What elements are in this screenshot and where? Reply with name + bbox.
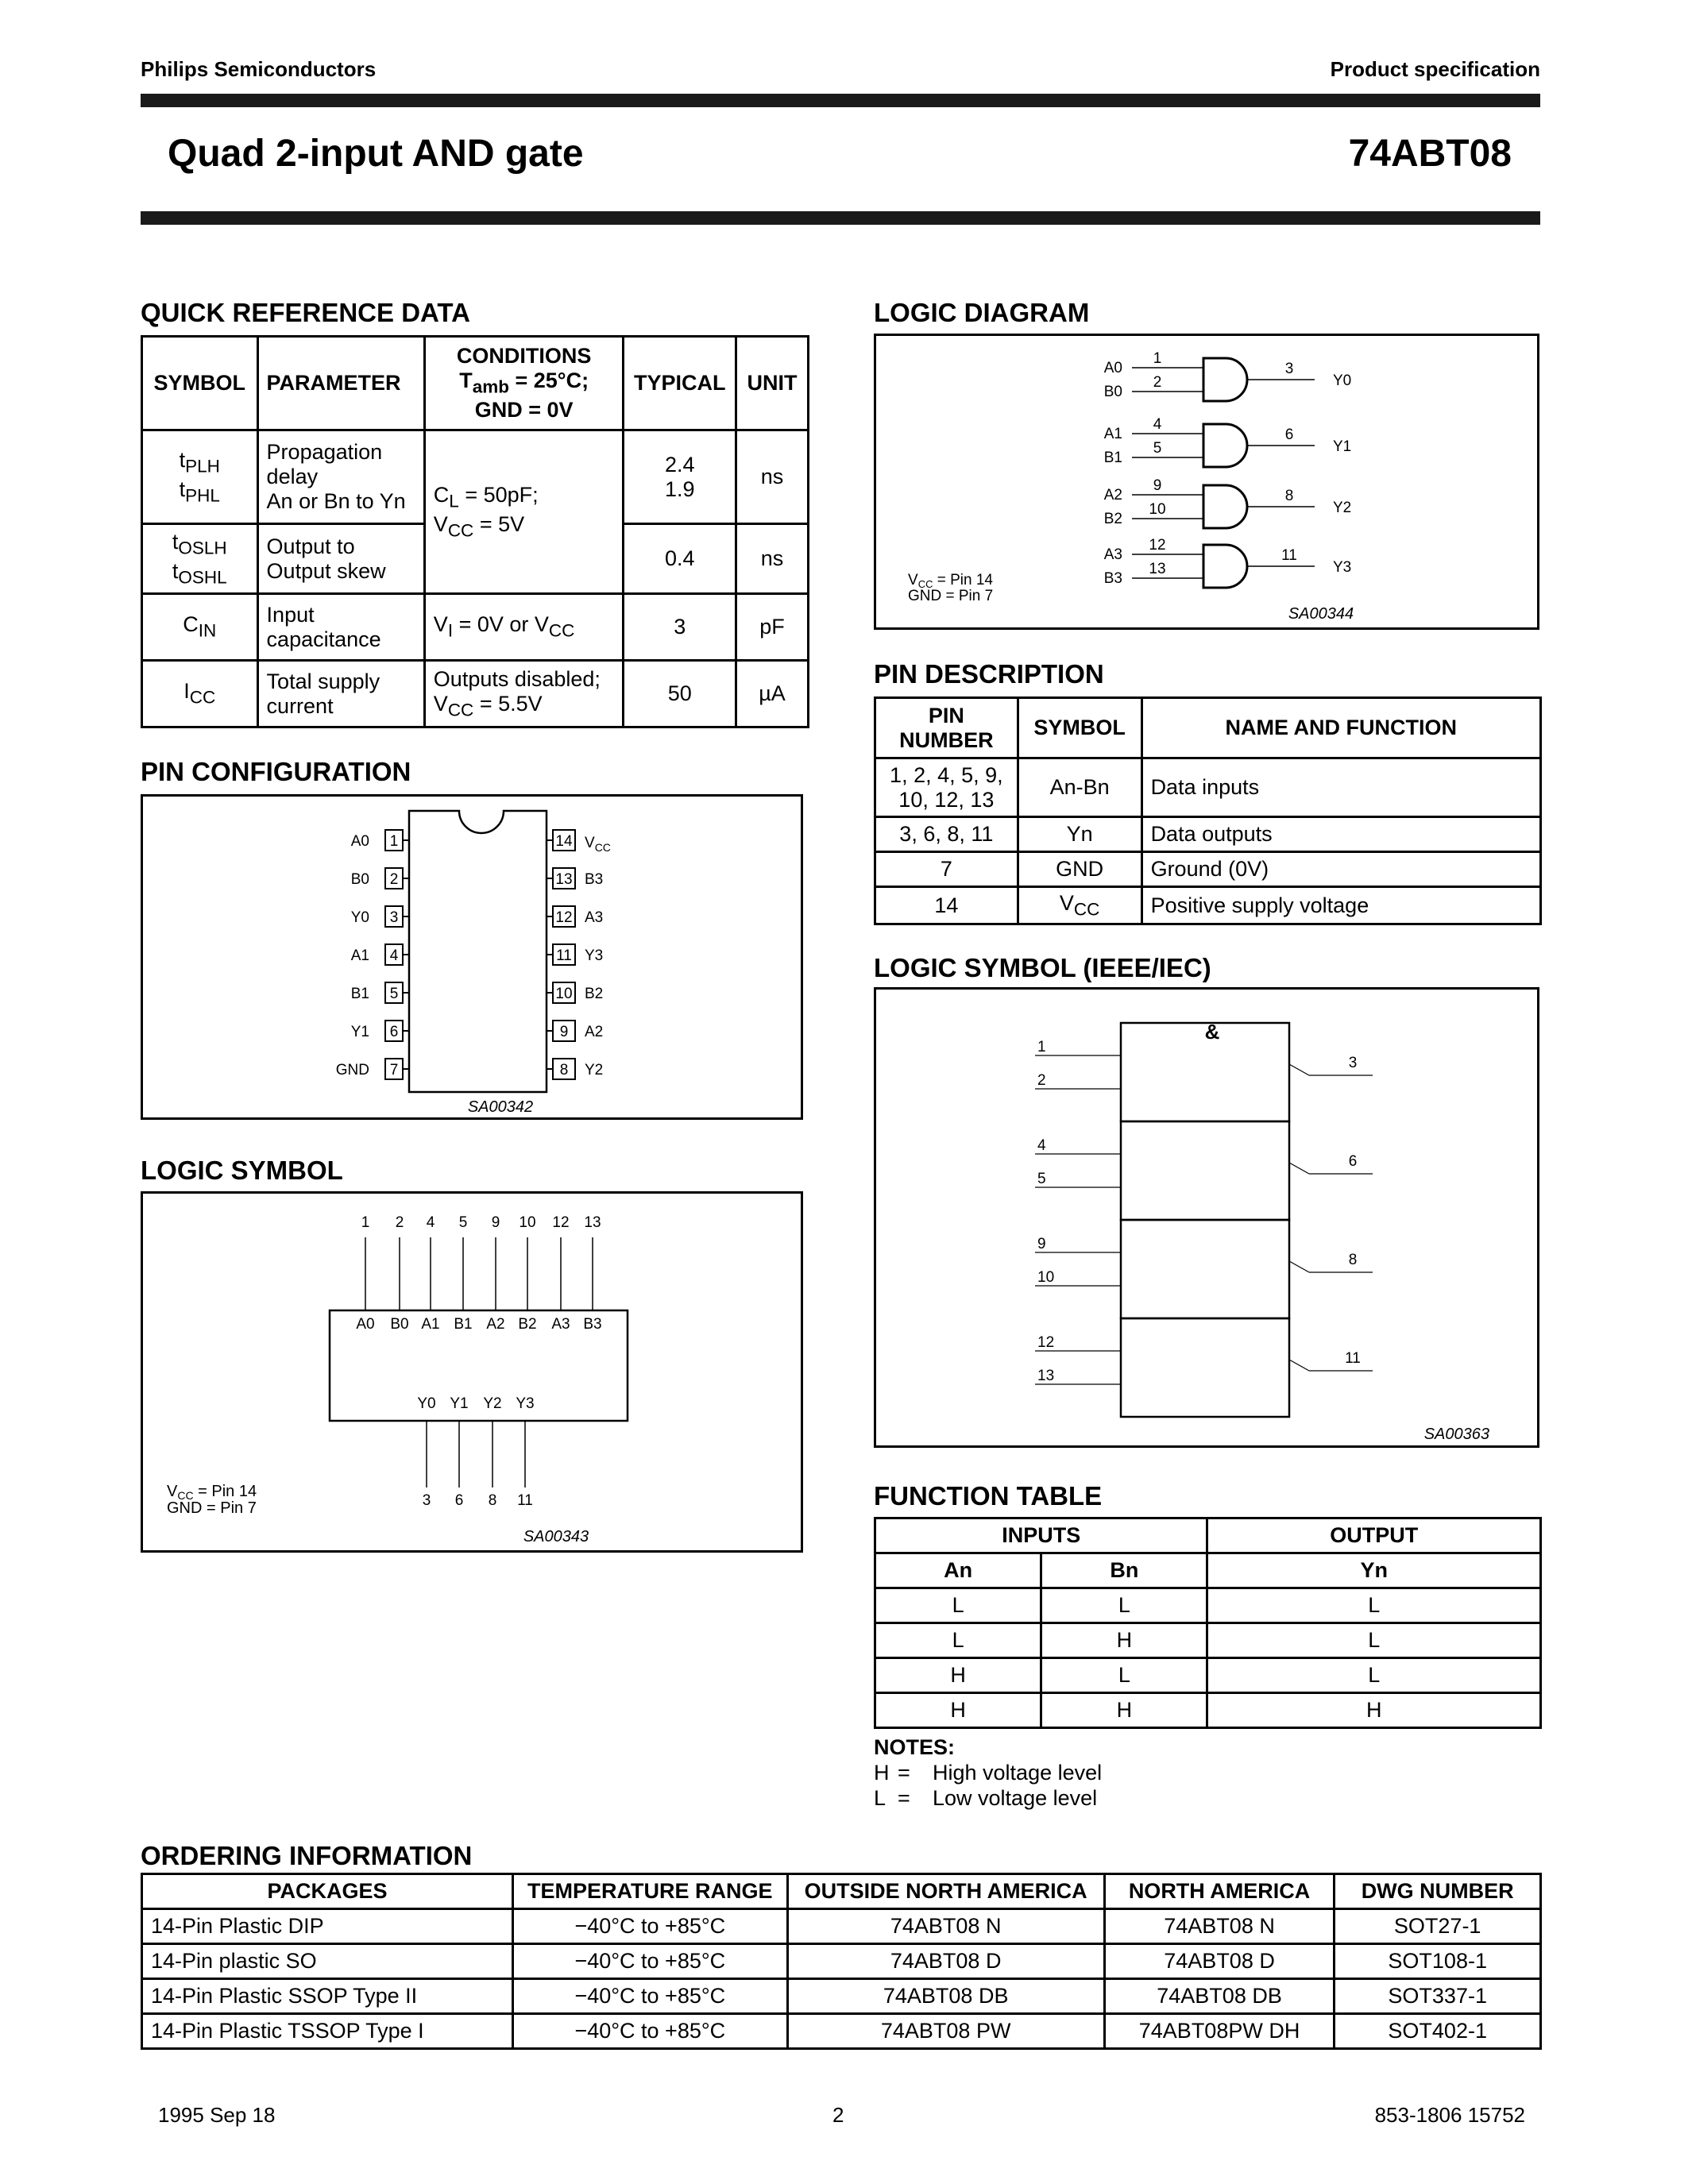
and-gate-icon <box>1203 485 1247 528</box>
pin-name: Y0 <box>350 909 369 926</box>
gate-input-name: A0 <box>1103 360 1122 376</box>
table-row <box>875 887 1541 924</box>
qrd-parameter: Input capacitance <box>257 594 424 661</box>
function-bn: L <box>1041 1658 1207 1693</box>
iec-input-number: 9 <box>1037 1236 1046 1252</box>
na-part: 74ABT08 D <box>1104 1944 1335 1979</box>
qrd-symbol: $I_{CC}$ <box>142 661 258 727</box>
section-title-logic-symbol: LOGIC SYMBOL <box>141 1156 343 1185</box>
output-pin-number: 6 <box>454 1492 464 1509</box>
output-pin-name: Y2 <box>483 1395 502 1412</box>
function-yn: L <box>1207 1623 1541 1658</box>
table-row <box>142 1979 1541 2014</box>
input-pin-name: A2 <box>486 1316 505 1333</box>
pin-number: 10 <box>555 986 573 1002</box>
dwg-number: SOT337-1 <box>1335 1979 1541 2014</box>
pin-number: 5 <box>389 986 399 1002</box>
qrd-typical: 3 <box>624 594 736 661</box>
pin-number: 14 <box>555 833 573 850</box>
company-name: Philips Semiconductors <box>141 57 377 81</box>
section-title-ordering: ORDERING INFORMATION <box>141 1841 473 1870</box>
function-header-an: An <box>875 1553 1041 1588</box>
output-pin-number: 11 <box>517 1492 533 1509</box>
output-pin-name: Y0 <box>417 1395 436 1412</box>
qrd-parameter: Propagation delay An or Bn to Yn <box>257 430 424 524</box>
header-rule <box>141 94 1540 107</box>
gate-input-name: B1 <box>1103 450 1122 466</box>
output-pin-name: Y3 <box>516 1395 535 1412</box>
gate-output-name: Y0 <box>1333 372 1352 389</box>
footer-document-code: 853-1806 15752 <box>1374 2103 1525 2127</box>
drawing-code: SA00343 <box>523 1528 589 1545</box>
input-pin-name: A3 <box>551 1316 570 1333</box>
iec-symbol-diagram <box>876 990 1537 1445</box>
pin-name: Positive supply voltage <box>1141 887 1540 924</box>
ordering-header: OUTSIDE NORTH AMERICA <box>787 1874 1104 1909</box>
gate-input-name: B2 <box>1103 511 1122 527</box>
function-table <box>874 1517 1542 1729</box>
iec-symbol-box <box>874 987 1539 1448</box>
pin-number: 9 <box>559 1024 569 1040</box>
dwg-number: SOT402-1 <box>1335 2014 1541 2049</box>
function-header-bn: Bn <box>1041 1553 1207 1588</box>
qrd-header-unit: UNIT <box>736 337 809 430</box>
temperature-range: −40°C to +85°C <box>513 1979 788 2014</box>
gate-pin-number: 11 <box>1281 547 1297 564</box>
iec-output-marker <box>1289 1163 1309 1174</box>
gate-pin-number: 13 <box>1149 561 1166 577</box>
gate-pin-number: 3 <box>1284 361 1294 377</box>
iec-gates <box>1035 1023 1373 1417</box>
section-title-logic-diagram: LOGIC DIAGRAM <box>874 298 1090 327</box>
document-type: Product specification <box>1330 57 1540 81</box>
vcc-note: $V_{CC}$ = Pin 14 <box>908 572 993 590</box>
logic-symbol-box <box>141 1191 803 1553</box>
na-part: 74ABT08 DB <box>1104 1979 1335 2014</box>
qrd-conditions: Outputs disabled; $V_{CC} = 5.5V$ <box>424 661 624 727</box>
input-pin-number: 12 <box>552 1214 570 1231</box>
iec-output-number: 3 <box>1348 1055 1358 1071</box>
input-pin-number: 10 <box>519 1214 536 1231</box>
gate-pin-number: 10 <box>1149 501 1166 518</box>
qrd-conditions: $V_I = 0V$ or $V_{CC}$ <box>424 594 624 661</box>
output-pin-number: 8 <box>488 1492 497 1509</box>
qrd-symbol: $t_{PLH}$ $t_{PHL}$ <box>142 430 258 524</box>
input-pin-number: 5 <box>458 1214 468 1231</box>
package-name: 14-Pin Plastic TSSOP Type I <box>142 2014 513 2049</box>
qrd-unit: pF <box>736 594 809 661</box>
table-row <box>875 1693 1541 1728</box>
pin-name: Ground (0V) <box>1141 852 1540 887</box>
gate-input-name: A2 <box>1103 487 1122 504</box>
page-title: Quad 2-input AND gate <box>168 133 584 175</box>
table-row <box>142 1909 1541 1944</box>
ordering-table <box>141 1873 1542 2050</box>
iec-output-number: 6 <box>1348 1153 1358 1170</box>
iec-output-marker <box>1289 1261 1309 1272</box>
footer-date: 1995 Sep 18 <box>158 2103 276 2127</box>
output-pin-name: Y1 <box>450 1395 469 1412</box>
qrd-header-symbol: SYMBOL <box>142 337 258 430</box>
qrd-unit: ns <box>736 524 809 594</box>
input-pin-name: A0 <box>356 1316 375 1333</box>
function-bn: L <box>1041 1588 1207 1623</box>
iec-input-number: 4 <box>1037 1137 1046 1154</box>
table-row <box>142 2014 1541 2049</box>
footer-page-number: 2 <box>832 2103 844 2127</box>
function-bn: H <box>1041 1623 1207 1658</box>
table-row <box>142 1944 1541 1979</box>
and-gate-icon <box>1203 545 1247 588</box>
qrd-header-typical: TYPICAL <box>624 337 736 430</box>
pin-number: 3 <box>389 909 399 926</box>
input-pin-name: B1 <box>454 1316 473 1333</box>
input-pin-number: 1 <box>361 1214 370 1231</box>
pin-number: 1 <box>389 833 399 850</box>
function-header-output: OUTPUT <box>1207 1518 1541 1553</box>
vcc-note: $V_{CC}$ = Pin 14 <box>167 1483 257 1502</box>
gate-output-name: Y2 <box>1333 500 1352 516</box>
pin-number: 13 <box>555 871 573 888</box>
ordering-header: DWG NUMBER <box>1335 1874 1541 1909</box>
pin-desc-header-number: PIN NUMBER <box>875 698 1018 758</box>
function-header-inputs: INPUTS <box>875 1518 1207 1553</box>
and-gate-icon <box>1203 424 1247 467</box>
qrd-typical: 50 <box>624 661 736 727</box>
package-name: 14-Pin Plastic SSOP Type II <box>142 1979 513 2014</box>
pin-symbol: $V_{CC}$ <box>1018 887 1141 924</box>
input-pin-number: 2 <box>395 1214 404 1231</box>
gate-input-name: A1 <box>1103 426 1122 442</box>
table-row <box>875 1588 1541 1623</box>
outside-na-part: 74ABT08 PW <box>787 2014 1104 2049</box>
iec-and-gate <box>1121 1220 1289 1318</box>
iec-input-number: 2 <box>1037 1072 1046 1089</box>
pin-name: B1 <box>350 986 369 1002</box>
iec-and-gate <box>1121 1121 1289 1220</box>
gate-output-name: Y3 <box>1333 559 1352 576</box>
table-row <box>875 1623 1541 1658</box>
iec-input-number: 5 <box>1037 1171 1046 1187</box>
iec-input-number: 1 <box>1037 1039 1046 1055</box>
table-row <box>142 430 809 524</box>
qrd-parameter: Total supply current <box>257 661 424 727</box>
pin-name: A2 <box>585 1024 604 1040</box>
na-part: 74ABT08 N <box>1104 1909 1335 1944</box>
qrd-conditions: $C_L = 50pF$; $V_{CC} = 5V$ <box>424 430 624 594</box>
iec-input-number: 12 <box>1037 1334 1055 1351</box>
pin-symbol: An-Bn <box>1018 758 1141 817</box>
outside-na-part: 74ABT08 DB <box>787 1979 1104 2014</box>
input-pin-name: B0 <box>390 1316 409 1333</box>
pin-name: B2 <box>585 986 604 1002</box>
drawing-code: SA00342 <box>467 1098 534 1116</box>
input-pin-number: 4 <box>426 1214 435 1231</box>
function-an: H <box>875 1658 1041 1693</box>
logic-diagram-gates <box>1104 350 1352 588</box>
pin-name: Y3 <box>585 947 604 964</box>
title-rule <box>141 211 1540 225</box>
gnd-note: GND = Pin 7 <box>908 588 994 604</box>
input-pin-name: B2 <box>518 1316 537 1333</box>
function-yn: L <box>1207 1658 1541 1693</box>
function-bn: H <box>1041 1693 1207 1728</box>
table-row <box>142 661 809 727</box>
pin-configuration-box <box>141 794 803 1120</box>
function-an: H <box>875 1693 1041 1728</box>
function-header-yn: Yn <box>1207 1553 1541 1588</box>
function-table-notes <box>874 1734 1102 1811</box>
iec-output-number: 8 <box>1348 1252 1358 1268</box>
section-title-pin-configuration: PIN CONFIGURATION <box>141 757 411 786</box>
section-title-logic-symbol-iec: LOGIC SYMBOL (IEEE/IEC) <box>874 953 1211 982</box>
section-title-qrd: QUICK REFERENCE DATA <box>141 298 470 327</box>
logic-symbol-outputs <box>417 1395 534 1509</box>
input-pin-number: 9 <box>491 1214 500 1231</box>
note-item: H = High voltage level <box>874 1761 1103 1785</box>
pin-number: 1, 2, 4, 5, 9, 10, 12, 13 <box>875 758 1018 817</box>
function-yn: L <box>1207 1588 1541 1623</box>
notes-title: NOTES: <box>874 1735 956 1759</box>
package-name: 14-Pin plastic SO <box>142 1944 513 1979</box>
gate-pin-number: 6 <box>1284 426 1294 443</box>
pin-number: 14 <box>875 887 1018 924</box>
na-part: 74ABT08PW DH <box>1104 2014 1335 2049</box>
pin-symbol: GND <box>1018 852 1141 887</box>
function-yn: H <box>1207 1693 1541 1728</box>
temperature-range: −40°C to +85°C <box>513 1944 788 1979</box>
table-row <box>875 817 1541 852</box>
ordering-header: TEMPERATURE RANGE <box>513 1874 788 1909</box>
pin-number: 11 <box>556 947 572 964</box>
pin-name: Data outputs <box>1141 817 1540 852</box>
section-title-function-table: FUNCTION TABLE <box>874 1481 1103 1511</box>
and-qualifier: & <box>1204 1020 1220 1044</box>
outside-na-part: 74ABT08 D <box>787 1944 1104 1979</box>
gnd-note: GND = Pin 7 <box>167 1499 257 1517</box>
ordering-header: PACKAGES <box>142 1874 513 1909</box>
and-gate-icon <box>1203 358 1247 401</box>
qrd-symbol: $C_{IN}$ <box>142 594 258 661</box>
section-title-pin-description: PIN DESCRIPTION <box>874 659 1104 689</box>
left-pins <box>336 830 409 1079</box>
table-row <box>142 594 809 661</box>
pin-description-table <box>874 696 1542 925</box>
pin-symbol: Yn <box>1018 817 1141 852</box>
right-pins <box>547 830 611 1079</box>
logic-diagram-box <box>874 334 1539 630</box>
gate-input-name: A3 <box>1103 546 1122 563</box>
outside-na-part: 74ABT08 N <box>787 1909 1104 1944</box>
qrd-typical: 0.4 <box>624 524 736 594</box>
iec-and-gate <box>1121 1318 1289 1417</box>
pin-number: 4 <box>389 947 399 964</box>
output-pin-number: 3 <box>422 1492 431 1509</box>
pin-number: 12 <box>555 909 573 926</box>
iec-input-number: 13 <box>1037 1368 1055 1384</box>
package-name: 14-Pin Plastic DIP <box>142 1909 513 1944</box>
qrd-header-parameter: PARAMETER <box>257 337 424 430</box>
gate-input-name: B0 <box>1103 384 1122 400</box>
qrd-parameter: Output to Output skew <box>257 524 424 594</box>
pin-number: 3, 6, 8, 11 <box>875 817 1018 852</box>
qrd-unit: ns <box>736 430 809 524</box>
pin-name: Y1 <box>350 1024 369 1040</box>
pin-desc-header-symbol: SYMBOL <box>1018 698 1141 758</box>
gate-pin-number: 12 <box>1149 537 1166 554</box>
pin-name: $V_{CC}$ <box>585 835 611 854</box>
iec-output-number: 11 <box>1345 1350 1361 1367</box>
pin-desc-header-name: NAME AND FUNCTION <box>1141 698 1540 758</box>
gate-pin-number: 9 <box>1153 477 1162 494</box>
pin-number: 2 <box>389 871 399 888</box>
input-pin-number: 13 <box>584 1214 601 1231</box>
iec-output-marker <box>1289 1064 1309 1075</box>
gate-pin-number: 4 <box>1153 416 1162 433</box>
pin-number: 7 <box>389 1062 399 1078</box>
pin-name-subscript: CC <box>594 841 611 854</box>
pin-name: B3 <box>585 871 604 888</box>
pin-name: GND <box>335 1062 369 1078</box>
gate-pin-number: 8 <box>1284 488 1294 504</box>
pin-number: 8 <box>559 1062 569 1078</box>
temperature-range: −40°C to +85°C <box>513 1909 788 1944</box>
temperature-range: −40°C to +85°C <box>513 2014 788 2049</box>
quick-reference-table <box>141 335 809 728</box>
pin-name: B0 <box>350 871 369 888</box>
pin-name: A1 <box>350 947 369 964</box>
drawing-code: SA00344 <box>1288 605 1354 623</box>
gate-pin-number: 1 <box>1153 350 1162 367</box>
gate-pin-number: 5 <box>1153 440 1162 457</box>
pin-name: A0 <box>350 833 369 850</box>
logic-symbol-inputs <box>356 1214 601 1333</box>
gate-pin-number: 2 <box>1153 374 1162 391</box>
qrd-typical: 2.4 1.9 <box>624 430 736 524</box>
iec-input-number: 10 <box>1037 1269 1055 1286</box>
pin-name: Data inputs <box>1141 758 1540 817</box>
input-pin-name: B3 <box>583 1316 602 1333</box>
qrd-header-conditions: CONDITIONS $T_{amb} = 25^\circ C$; GND = 0V <box>424 337 624 430</box>
function-an: L <box>875 1623 1041 1658</box>
drawing-code: SA00363 <box>1423 1426 1489 1443</box>
gate-input-name: B3 <box>1103 570 1122 587</box>
qrd-unit: µA <box>736 661 809 727</box>
logic-diagram <box>876 336 1537 627</box>
input-pin-name: A1 <box>421 1316 440 1333</box>
table-row <box>875 852 1541 887</box>
pin-configuration-diagram <box>143 797 801 1117</box>
pin-number: 7 <box>875 852 1018 887</box>
table-row <box>875 1658 1541 1693</box>
iec-output-marker <box>1289 1360 1309 1371</box>
table-row <box>875 758 1541 817</box>
qrd-symbol: $t_{OSLH}$ $t_{OSHL}$ <box>142 524 258 594</box>
note-item: L = Low voltage level <box>874 1786 1098 1810</box>
function-an: L <box>875 1588 1041 1623</box>
dip-package-body <box>409 811 547 1092</box>
part-number: 74ABT08 <box>1348 133 1512 175</box>
pin-number: 6 <box>389 1024 399 1040</box>
logic-symbol-diagram <box>143 1194 801 1550</box>
ordering-header: NORTH AMERICA <box>1104 1874 1335 1909</box>
dwg-number: SOT108-1 <box>1335 1944 1541 1979</box>
dwg-number: SOT27-1 <box>1335 1909 1541 1944</box>
pin-name: Y2 <box>585 1062 604 1078</box>
gate-output-name: Y1 <box>1333 438 1352 455</box>
pin-name: A3 <box>585 909 604 926</box>
